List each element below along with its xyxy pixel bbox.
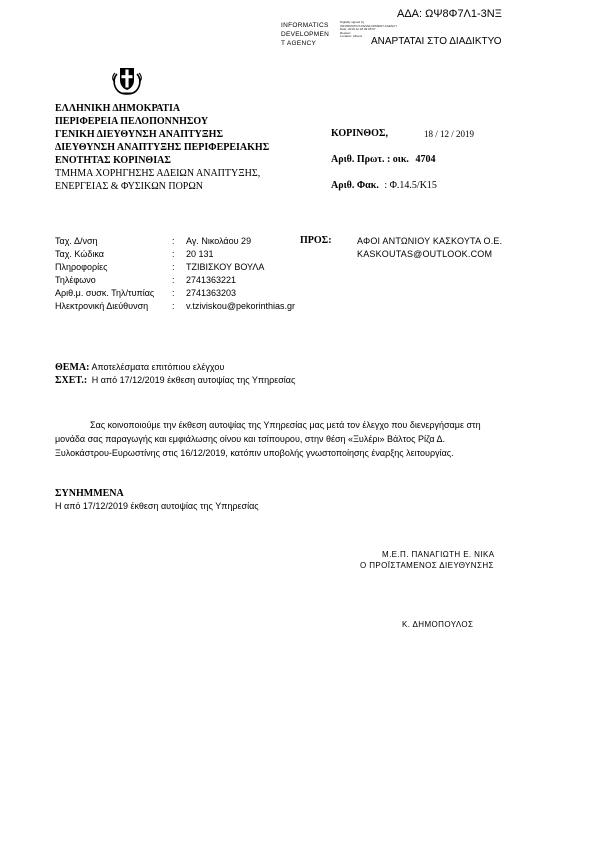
reference xyxy=(55,375,295,386)
stamp-line: DEVELOPMEN xyxy=(281,31,330,38)
stamp-detail-line: INFORMATICS DEVELOPMENT AGENCY xyxy=(340,23,398,28)
info-value: 2741363203 xyxy=(186,288,237,298)
header-line: ΠΕΡΙΦΕΡΕΙΑ ΠΕΛΟΠΟΝΝΗΣΟΥ xyxy=(55,116,209,127)
body-line: Σας κοινοποιούμε την έκθεση αυτοψίας της Υπηρεσίας μας μετά τον έλεγχο που διενεργήσαμε στη xyxy=(90,420,481,430)
recipient-name: ΑΦΟΙ ΑΝΤΩΝΙΟΥ ΚΑΣΚΟΥΤΑ Ο.Ε. xyxy=(357,236,503,246)
digital-signature-stamp xyxy=(281,21,329,48)
recipient-label: ΠΡΟΣ: xyxy=(300,235,332,246)
info-label: Ηλεκτρονική Διεύθυνση xyxy=(55,301,149,311)
file-label: Αριθ. Φακ. xyxy=(331,180,379,191)
file-number xyxy=(331,180,437,191)
info-colon: : xyxy=(172,262,175,272)
info-value: 20 131 xyxy=(186,249,214,259)
header-line: ΕΝΟΤΗΤΑΣ ΚΟΡΙΝΘΙΑΣ xyxy=(55,155,171,166)
signature-role: Ο ΠΡΟΪΣΤΑΜΕΝΟΣ ΔΙΕΥΘΥΝΣΗΣ xyxy=(360,561,494,570)
header-line: ΓΕΝΙΚΗ ΔΙΕΥΘΥΝΣΗ ΑΝΑΠΤΥΞΗΣ xyxy=(55,129,223,140)
info-colon: : xyxy=(172,301,175,311)
info-value: Αγ. Νικολάου 29 xyxy=(186,236,252,246)
coat-of-arms-icon xyxy=(109,62,145,98)
protocol-label: Αριθ. Πρωτ. : οικ. xyxy=(331,154,409,165)
info-colon: : xyxy=(172,249,175,259)
place-label: ΚΟΡΙΝΘΟΣ, xyxy=(331,128,388,139)
body-line: Ξυλοκάστρου-Ευρωστίνης στις 16/12/2019, κατόπιν υποβολής γνωστοποίησης έναρξης λειτουργίας. xyxy=(55,448,454,458)
info-colon: : xyxy=(172,288,175,298)
info-colon: : xyxy=(172,275,175,285)
info-row xyxy=(55,236,98,246)
stamp-line: T AGENCY xyxy=(281,40,317,47)
stamp-line: INFORMATICS xyxy=(281,22,329,29)
document-date: 18 / 12 / 2019 xyxy=(424,129,475,139)
body-line: μονάδα σας παραγωγής και εμφιάλωσης οίνου και τσίπουρου, στην θέση «Ξυλέρι» Βάλτος Ρίζα Δ. xyxy=(55,434,446,444)
protocol-number xyxy=(331,154,435,165)
protocol-value: 4704 xyxy=(415,154,436,165)
stamp-detail-line: Location: Athens xyxy=(340,34,363,38)
info-label: Πληροφορίες xyxy=(55,262,108,272)
ada-code: ΑΔΑ: ΩΨ8Φ7Λ1-3ΝΞ xyxy=(397,8,502,20)
header-line: ΔΙΕΥΘΥΝΣΗ ΑΝΑΠΤΥΞΗΣ ΠΕΡΙΦΕΡΕΙΑΚΗΣ xyxy=(55,142,270,153)
info-label: Ταχ. Κώδικα xyxy=(55,249,104,259)
stamp-detail-line: Reason: xyxy=(340,30,352,35)
issuer-header xyxy=(55,102,269,193)
header-line: ΕΝΕΡΓΕΙΑΣ & ΦΥΣΙΚΩΝ ΠΟΡΩΝ xyxy=(55,181,204,192)
info-label: Αριθ.μ. συσκ. Τηλ/τυπίας xyxy=(55,288,155,298)
stamp-detail-line: Digitally signed by xyxy=(340,20,365,24)
info-value: 2741363221 xyxy=(186,275,237,285)
attachments-text: Η από 17/12/2019 έκθεση αυτοψίας της Υπηρεσίας xyxy=(55,501,259,511)
header-line: ΕΛΛΗΝΙΚΗ ΔΗΜΟΚΡΑΤΙΑ xyxy=(55,103,181,114)
signatory-name: Κ. ΔΗΜΟΠΟΥΛΟΣ xyxy=(402,620,474,629)
attachments-label: ΣΥΝΗΜΜΕΝΑ xyxy=(55,488,124,499)
reference-label: ΣΧΕΤ.: xyxy=(55,375,88,386)
subject-text: Αποτελέσματα επιτόπιου ελέγχου xyxy=(91,362,225,372)
subject xyxy=(55,362,224,373)
email-link[interactable]: v.tziviskou@pekorinthias.gr xyxy=(186,301,296,311)
subject-label: ΘΕΜΑ: xyxy=(55,362,90,373)
file-value: : Φ.14.5/Κ15 xyxy=(384,180,437,191)
info-label: Τηλέφωνο xyxy=(55,275,96,285)
posted-online-label: ΑΝΑΡΤΑΤΑΙ ΣΤΟ ΔΙΑΔΙΚΤΥΟ xyxy=(371,36,502,47)
reference-text: Η από 17/12/2019 έκθεση αυτοψίας της Υπηρεσίας xyxy=(91,375,296,385)
info-label: Ταχ. Δ/νση xyxy=(55,236,98,246)
recipient-email[interactable]: KASKOUTAS@OUTLOOK.COM xyxy=(357,249,493,259)
info-colon: : xyxy=(172,236,175,246)
signature-on-behalf: Μ.Ε.Π. ΠΑΝΑΓΙΩΤΗ Ε. ΝΙΚΑ xyxy=(382,550,495,559)
info-value: ΤΖΙΒΙΣΚΟΥ ΒΟΥΛΑ xyxy=(186,262,265,272)
stamp-detail-line: Date: 2019.12.18 09:05:07 xyxy=(340,27,376,31)
header-line: ΤΜΗΜΑ ΧΟΡΗΓΗΣΗΣ ΑΔΕΙΩΝ ΑΝΑΠΤΥΞΗΣ, xyxy=(55,168,261,179)
